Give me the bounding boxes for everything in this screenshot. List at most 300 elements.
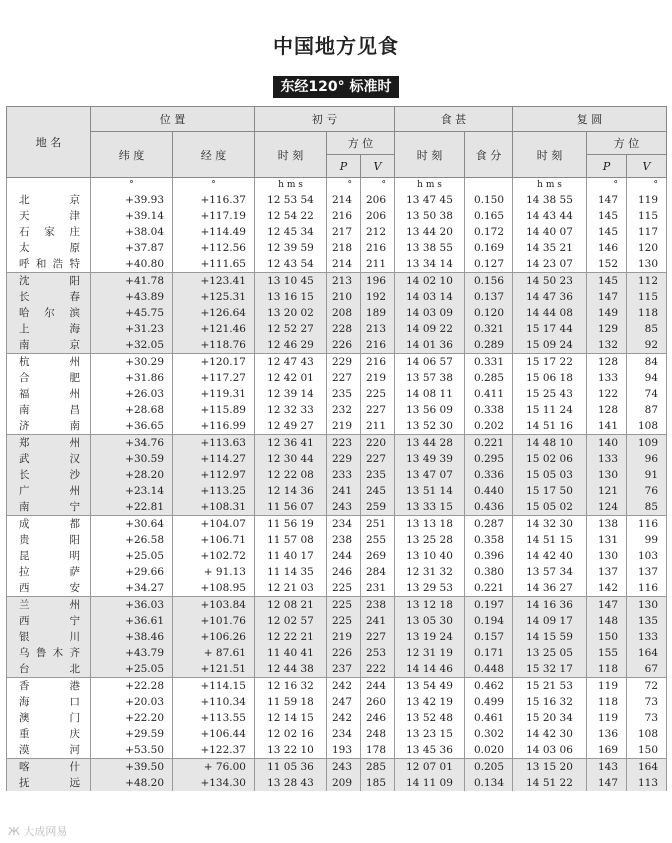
cell-max-time: 13 38 55: [395, 240, 465, 256]
cell-place: 抚远: [7, 775, 91, 791]
cell-last-v: 73: [627, 710, 667, 726]
cell-first-p: 246: [327, 564, 361, 580]
cell-last-time: 14 48 10: [513, 435, 587, 452]
cell-place: 郑州: [7, 435, 91, 452]
cell-first-p: 213: [327, 273, 361, 290]
cell-last-time: 15 16 32: [513, 694, 587, 710]
cell-last-time: 14 35 21: [513, 240, 587, 256]
cell-first-p: 234: [327, 516, 361, 533]
cell-first-time: 12 45 34: [255, 224, 327, 240]
table-row: [7, 224, 667, 240]
cell-lat: +34.27: [91, 580, 173, 597]
watermark: Ж 大成网易: [8, 825, 68, 838]
cell-first-v: 211: [361, 256, 395, 273]
cell-magnitude: 0.150: [465, 192, 513, 208]
cell-last-v: 115: [627, 289, 667, 305]
cell-lon: +118.76: [173, 337, 255, 354]
cell-magnitude: 0.020: [465, 742, 513, 759]
cell-first-p: 233: [327, 467, 361, 483]
cell-lat: +28.68: [91, 402, 173, 418]
cell-last-p: 133: [587, 451, 627, 467]
header-last-v: V: [627, 155, 667, 178]
cell-lon: +115.89: [173, 402, 255, 418]
cell-magnitude: 0.380: [465, 564, 513, 580]
cell-lat: +23.14: [91, 483, 173, 499]
cell-first-v: 213: [361, 321, 395, 337]
cell-first-v: 225: [361, 386, 395, 402]
cell-lon: +120.17: [173, 354, 255, 371]
cell-lat: +53.50: [91, 742, 173, 759]
cell-lon: +121.46: [173, 321, 255, 337]
cell-lat: +38.46: [91, 629, 173, 645]
cell-last-v: 164: [627, 759, 667, 776]
cell-first-time: 13 16 15: [255, 289, 327, 305]
cell-max-time: 13 50 38: [395, 208, 465, 224]
cell-place: 澳门: [7, 710, 91, 726]
cell-last-p: 155: [587, 645, 627, 661]
cell-last-p: 133: [587, 370, 627, 386]
cell-last-time: 14 03 06: [513, 742, 587, 759]
cell-last-p: 142: [587, 580, 627, 597]
table-row: [7, 256, 667, 273]
cell-first-time: 12 30 44: [255, 451, 327, 467]
cell-last-p: 148: [587, 613, 627, 629]
cell-lat: +43.79: [91, 645, 173, 661]
cell-last-p: 119: [587, 678, 627, 695]
cell-first-time: 12 36 41: [255, 435, 327, 452]
cell-lon: + 76.00: [173, 759, 255, 776]
cell-last-v: 120: [627, 240, 667, 256]
cell-place: 兰州: [7, 597, 91, 614]
cell-place: 香港: [7, 678, 91, 695]
table-row: [7, 759, 667, 776]
table-row: [7, 451, 667, 467]
table-row: [7, 305, 667, 321]
header-place: 地 名: [7, 107, 91, 178]
unit-first-hms: h m s: [255, 178, 327, 193]
cell-first-v: 251: [361, 516, 395, 533]
cell-first-time: 12 16 32: [255, 678, 327, 695]
cell-last-time: 15 21 53: [513, 678, 587, 695]
cell-last-p: 119: [587, 710, 627, 726]
cell-last-time: 13 25 05: [513, 645, 587, 661]
cell-last-time: 13 15 20: [513, 759, 587, 776]
cell-last-v: 135: [627, 613, 667, 629]
cell-max-time: 13 33 15: [395, 499, 465, 516]
cell-lat: +38.04: [91, 224, 173, 240]
cell-place: 呼和浩特: [7, 256, 91, 273]
cell-last-v: 76: [627, 483, 667, 499]
cell-first-v: 212: [361, 224, 395, 240]
cell-magnitude: 0.134: [465, 775, 513, 791]
header-last-p: P: [587, 155, 627, 178]
cell-first-v: 284: [361, 564, 395, 580]
cell-last-p: 146: [587, 240, 627, 256]
cell-magnitude: 0.287: [465, 516, 513, 533]
cell-first-v: 185: [361, 775, 395, 791]
cell-lon: +101.76: [173, 613, 255, 629]
cell-place: 南京: [7, 337, 91, 354]
cell-max-time: 13 52 30: [395, 418, 465, 435]
cell-first-time: 12 14 15: [255, 710, 327, 726]
cell-magnitude: 0.165: [465, 208, 513, 224]
cell-lat: +26.58: [91, 532, 173, 548]
cell-first-v: 216: [361, 337, 395, 354]
cell-lat: +36.61: [91, 613, 173, 629]
cell-first-time: 12 42 01: [255, 370, 327, 386]
cell-first-time: 12 44 38: [255, 661, 327, 678]
cell-last-v: 133: [627, 629, 667, 645]
cell-magnitude: 0.205: [465, 759, 513, 776]
cell-place: 北京: [7, 192, 91, 208]
cell-last-v: 112: [627, 273, 667, 290]
table-row: [7, 483, 667, 499]
cell-first-p: 209: [327, 775, 361, 791]
table-row: [7, 710, 667, 726]
cell-max-time: 13 42 19: [395, 694, 465, 710]
cell-last-time: 14 16 36: [513, 597, 587, 614]
cell-lon: +108.31: [173, 499, 255, 516]
table-row: [7, 386, 667, 402]
cell-magnitude: 0.172: [465, 224, 513, 240]
cell-last-time: 14 36 27: [513, 580, 587, 597]
table-row: [7, 661, 667, 678]
cell-place: 贵阳: [7, 532, 91, 548]
cell-last-time: 14 15 59: [513, 629, 587, 645]
cell-magnitude: 0.336: [465, 467, 513, 483]
cell-max-time: 13 12 18: [395, 597, 465, 614]
cell-first-time: 11 56 19: [255, 516, 327, 533]
table-row: [7, 370, 667, 386]
cell-first-time: 13 10 45: [255, 273, 327, 290]
cell-lon: +117.27: [173, 370, 255, 386]
header-lon: 经 度: [173, 132, 255, 178]
cell-place: 昆明: [7, 548, 91, 564]
cell-place: 台北: [7, 661, 91, 678]
cell-lon: +104.07: [173, 516, 255, 533]
cell-max-time: 12 07 01: [395, 759, 465, 776]
cell-place: 漠河: [7, 742, 91, 759]
table-row: [7, 321, 667, 337]
cell-lon: +119.31: [173, 386, 255, 402]
cell-max-time: 14 06 57: [395, 354, 465, 371]
cell-lat: +34.76: [91, 435, 173, 452]
cell-place: 哈尔滨: [7, 305, 91, 321]
cell-lon: +112.97: [173, 467, 255, 483]
unit-max-hms: h m s: [395, 178, 465, 193]
cell-first-v: 192: [361, 289, 395, 305]
cell-first-v: 196: [361, 273, 395, 290]
table-row: [7, 418, 667, 435]
cell-lat: +37.87: [91, 240, 173, 256]
header-magnitude: 食 分: [465, 132, 513, 178]
cell-last-p: 147: [587, 597, 627, 614]
cell-last-p: 147: [587, 192, 627, 208]
cell-last-v: 137: [627, 564, 667, 580]
cell-place: 太原: [7, 240, 91, 256]
cell-last-time: 14 50 23: [513, 273, 587, 290]
cell-lat: +30.29: [91, 354, 173, 371]
cell-last-v: 108: [627, 418, 667, 435]
cell-max-time: 14 11 09: [395, 775, 465, 791]
cell-first-v: 227: [361, 402, 395, 418]
cell-first-v: 244: [361, 678, 395, 695]
cell-last-p: 145: [587, 273, 627, 290]
cell-place: 乌鲁木齐: [7, 645, 91, 661]
cell-lon: +116.99: [173, 418, 255, 435]
cell-place: 南昌: [7, 402, 91, 418]
cell-magnitude: 0.499: [465, 694, 513, 710]
cell-place: 喀什: [7, 759, 91, 776]
cell-last-v: 94: [627, 370, 667, 386]
cell-first-v: 255: [361, 532, 395, 548]
cell-last-v: 113: [627, 775, 667, 791]
cell-first-p: 244: [327, 548, 361, 564]
cell-last-v: 115: [627, 208, 667, 224]
cell-max-time: 13 29 53: [395, 580, 465, 597]
cell-last-p: 150: [587, 629, 627, 645]
table-row: [7, 597, 667, 614]
table-row: [7, 289, 667, 305]
table-row: [7, 726, 667, 742]
cell-last-p: 129: [587, 321, 627, 337]
cell-first-p: 210: [327, 289, 361, 305]
city-group: [7, 192, 667, 273]
cell-first-p: 193: [327, 742, 361, 759]
cell-place: 福州: [7, 386, 91, 402]
cell-lat: +39.14: [91, 208, 173, 224]
cell-max-time: 13 49 39: [395, 451, 465, 467]
table-row: [7, 613, 667, 629]
cell-max-time: 14 03 09: [395, 305, 465, 321]
cell-last-v: 130: [627, 597, 667, 614]
cell-lon: +113.63: [173, 435, 255, 452]
cell-first-time: 11 05 36: [255, 759, 327, 776]
cell-last-p: 130: [587, 467, 627, 483]
cell-max-time: 12 31 19: [395, 645, 465, 661]
cell-last-v: 84: [627, 354, 667, 371]
city-group: [7, 354, 667, 435]
cell-first-p: 247: [327, 694, 361, 710]
cell-first-v: 235: [361, 467, 395, 483]
cell-first-p: 214: [327, 192, 361, 208]
city-group: [7, 759, 667, 792]
cell-lat: +30.64: [91, 516, 173, 533]
cell-first-p: 242: [327, 710, 361, 726]
cell-last-v: 96: [627, 451, 667, 467]
cell-lon: + 91.13: [173, 564, 255, 580]
cell-first-p: 218: [327, 240, 361, 256]
cell-first-p: 226: [327, 337, 361, 354]
cell-first-v: 253: [361, 645, 395, 661]
cell-lon: +112.56: [173, 240, 255, 256]
cell-last-time: 14 44 08: [513, 305, 587, 321]
cell-first-time: 12 14 36: [255, 483, 327, 499]
cell-last-time: 14 42 40: [513, 548, 587, 564]
cell-last-time: 14 42 30: [513, 726, 587, 742]
table-row: [7, 742, 667, 759]
unit-last-p-deg: °: [587, 178, 627, 193]
cell-first-p: 208: [327, 305, 361, 321]
cell-last-time: 15 17 50: [513, 483, 587, 499]
cell-lon: + 87.61: [173, 645, 255, 661]
cell-lat: +20.03: [91, 694, 173, 710]
cell-first-v: 248: [361, 726, 395, 742]
cell-place: 重庆: [7, 726, 91, 742]
cell-magnitude: 0.358: [465, 532, 513, 548]
cell-last-time: 15 09 24: [513, 337, 587, 354]
cell-first-p: 243: [327, 499, 361, 516]
cell-first-time: 11 56 07: [255, 499, 327, 516]
cell-first-time: 12 46 29: [255, 337, 327, 354]
cell-first-p: 225: [327, 597, 361, 614]
cell-place: 上海: [7, 321, 91, 337]
cell-last-p: 145: [587, 224, 627, 240]
cell-lon: +114.15: [173, 678, 255, 695]
city-group: [7, 597, 667, 678]
cell-last-time: 14 23 07: [513, 256, 587, 273]
header-first-contact: 初 亏: [255, 107, 395, 132]
table-row: [7, 694, 667, 710]
cell-magnitude: 0.396: [465, 548, 513, 564]
cell-place: 西安: [7, 580, 91, 597]
cell-last-time: 14 32 30: [513, 516, 587, 533]
header-maximum: 食 甚: [395, 107, 513, 132]
cell-place: 南宁: [7, 499, 91, 516]
cell-max-time: 13 34 14: [395, 256, 465, 273]
cell-lat: +22.28: [91, 678, 173, 695]
cell-last-p: 136: [587, 726, 627, 742]
cell-lon: +113.55: [173, 710, 255, 726]
cell-max-time: 14 03 14: [395, 289, 465, 305]
cell-lon: +121.51: [173, 661, 255, 678]
cell-max-time: 13 19 24: [395, 629, 465, 645]
cell-magnitude: 0.157: [465, 629, 513, 645]
cell-last-v: 103: [627, 548, 667, 564]
cell-last-time: 15 17 44: [513, 321, 587, 337]
cell-lon: +110.34: [173, 694, 255, 710]
cell-lat: +28.20: [91, 467, 173, 483]
cell-first-v: 206: [361, 192, 395, 208]
cell-last-time: 14 51 22: [513, 775, 587, 791]
cell-last-time: 15 32 17: [513, 661, 587, 678]
cell-magnitude: 0.321: [465, 321, 513, 337]
cell-first-time: 12 22 08: [255, 467, 327, 483]
cell-last-p: 147: [587, 775, 627, 791]
unit-lat-deg: °: [91, 178, 173, 193]
cell-lat: +31.23: [91, 321, 173, 337]
cell-place: 西宁: [7, 613, 91, 629]
cell-lat: +22.81: [91, 499, 173, 516]
cell-magnitude: 0.448: [465, 661, 513, 678]
table-row: [7, 273, 667, 290]
table-row: [7, 337, 667, 354]
units-row: [7, 178, 667, 193]
cell-max-time: 13 52 48: [395, 710, 465, 726]
cell-last-v: 72: [627, 678, 667, 695]
cell-lon: +122.37: [173, 742, 255, 759]
unit-first-v-deg: °: [361, 178, 395, 193]
cell-first-p: 214: [327, 256, 361, 273]
cell-place: 成都: [7, 516, 91, 533]
cell-first-p: 229: [327, 451, 361, 467]
cell-last-p: 131: [587, 532, 627, 548]
cell-first-v: 245: [361, 483, 395, 499]
cell-lon: +134.30: [173, 775, 255, 791]
table-row: [7, 645, 667, 661]
cell-first-v: 211: [361, 418, 395, 435]
cell-max-time: 13 05 30: [395, 613, 465, 629]
cell-lon: +116.37: [173, 192, 255, 208]
header-first-v: V: [361, 155, 395, 178]
cell-first-p: 227: [327, 370, 361, 386]
cell-place: 拉萨: [7, 564, 91, 580]
cell-last-v: 85: [627, 321, 667, 337]
cell-max-time: 14 02 10: [395, 273, 465, 290]
table-row: [7, 192, 667, 208]
cell-first-p: 217: [327, 224, 361, 240]
cell-lon: +111.65: [173, 256, 255, 273]
cell-lat: +45.75: [91, 305, 173, 321]
page-title: 中国地方见食: [273, 34, 399, 58]
header-first-p: P: [327, 155, 361, 178]
cell-first-time: 11 59 18: [255, 694, 327, 710]
unit-first-p-deg: °: [327, 178, 361, 193]
cell-last-p: 138: [587, 516, 627, 533]
cell-first-time: 12 53 54: [255, 192, 327, 208]
cell-last-p: 152: [587, 256, 627, 273]
cell-first-time: 12 47 43: [255, 354, 327, 371]
cell-magnitude: 0.137: [465, 289, 513, 305]
cell-magnitude: 0.289: [465, 337, 513, 354]
cell-first-v: 259: [361, 499, 395, 516]
cell-first-v: 227: [361, 451, 395, 467]
table-row: [7, 629, 667, 645]
cell-place: 广州: [7, 483, 91, 499]
cell-lat: +22.20: [91, 710, 173, 726]
cell-last-p: 130: [587, 548, 627, 564]
table-row: [7, 435, 667, 452]
cell-last-time: 15 25 43: [513, 386, 587, 402]
cell-magnitude: 0.295: [465, 451, 513, 467]
cell-place: 海口: [7, 694, 91, 710]
table-row: [7, 548, 667, 564]
cell-max-time: 13 56 09: [395, 402, 465, 418]
city-group: [7, 516, 667, 597]
cell-place: 银川: [7, 629, 91, 645]
cell-first-v: 222: [361, 661, 395, 678]
cell-first-time: 11 40 41: [255, 645, 327, 661]
table-row: [7, 516, 667, 533]
cell-first-p: 225: [327, 613, 361, 629]
cell-first-p: 219: [327, 418, 361, 435]
table-row: [7, 240, 667, 256]
cell-lat: +41.78: [91, 273, 173, 290]
cell-magnitude: 0.156: [465, 273, 513, 290]
header-lat: 纬 度: [91, 132, 173, 178]
cell-first-time: 11 40 17: [255, 548, 327, 564]
cell-last-v: 117: [627, 224, 667, 240]
cell-last-v: 164: [627, 645, 667, 661]
cell-max-time: 13 47 45: [395, 192, 465, 208]
cell-lon: +106.26: [173, 629, 255, 645]
cell-last-time: 13 57 34: [513, 564, 587, 580]
cell-last-p: 137: [587, 564, 627, 580]
cell-lat: +40.80: [91, 256, 173, 273]
cell-lon: +114.49: [173, 224, 255, 240]
city-group: [7, 678, 667, 759]
cell-first-v: 231: [361, 580, 395, 597]
